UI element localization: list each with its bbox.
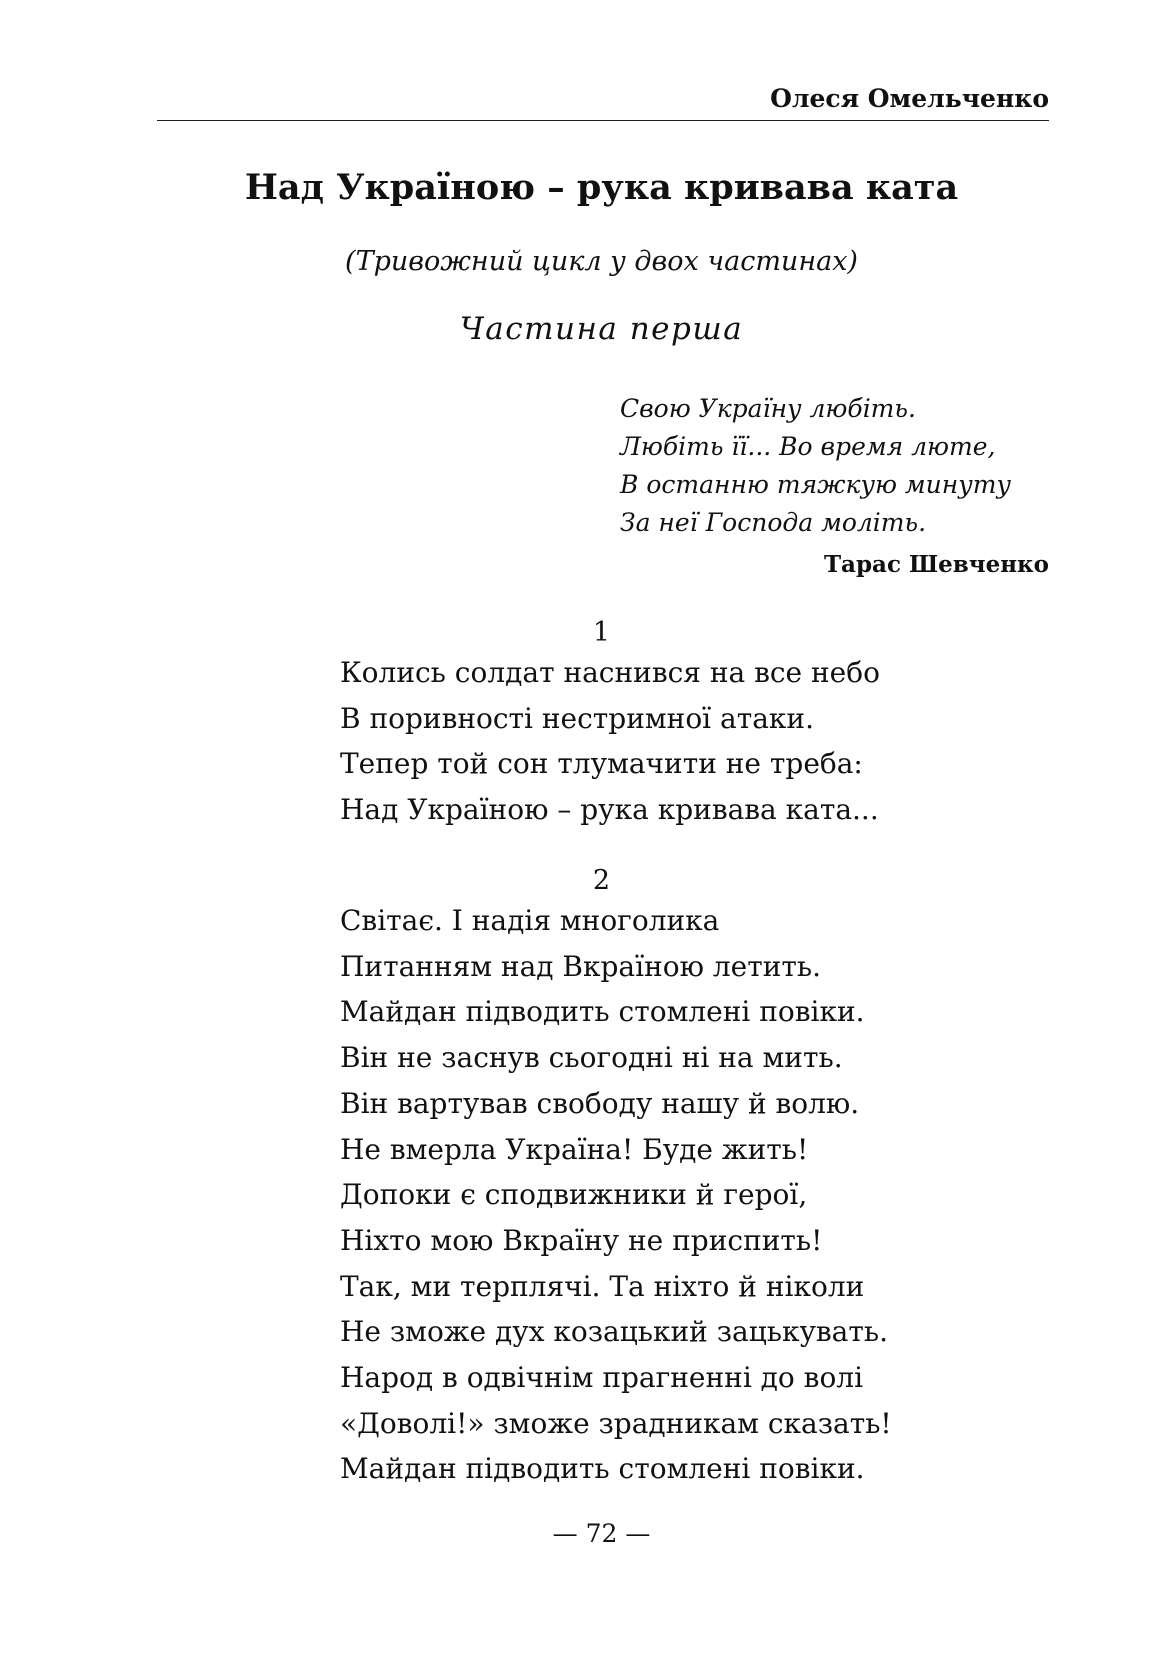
verse-line: Майдан підводить стомлені повіки. xyxy=(340,1452,865,1486)
verse-line: В поривності нестримної атаки. xyxy=(340,701,814,735)
verse-line: Він вартував свободу нашу й волю. xyxy=(340,1086,860,1120)
page-number: — 72 — xyxy=(552,1519,651,1548)
part-title: Частина перша xyxy=(459,311,744,347)
verse-line: «Доволі!» зможе зрадникам сказать! xyxy=(340,1406,892,1440)
epigraph-line: В останню тяжкую минуту xyxy=(620,470,1011,499)
verse-line: Не зможе дух козацький зацькувать. xyxy=(340,1315,889,1349)
epigraph-line: За неї Господа моліть. xyxy=(620,508,927,537)
verse-line: Майдан підводить стомлені повіки. xyxy=(340,995,865,1029)
epigraph-line: Свою Україну любіть. xyxy=(620,394,916,423)
verse-line: Ніхто мою Вкраїну не приспить! xyxy=(340,1223,823,1257)
verse-line: Колись солдат наснився на все небо xyxy=(340,656,880,689)
stanza-number: 2 xyxy=(592,865,611,896)
verse-line: Не вмерла Україна! Буде жить! xyxy=(340,1132,809,1166)
stanza xyxy=(340,650,880,833)
verse-line: Допоки є сподвижники й герої, xyxy=(340,1178,808,1212)
epigraph xyxy=(620,390,1011,542)
epigraph-line: Любіть її... Во время люте, xyxy=(620,432,996,461)
stanza-number: 1 xyxy=(592,617,611,648)
verse-line: Світає. І надія многолика xyxy=(340,904,720,937)
running-header-author: Олеся Омельченко xyxy=(770,84,1049,113)
verse-line: Він не заснув сьогодні ні на мить. xyxy=(340,1041,843,1075)
verse-line: Тепер той сон тлумачити не треба: xyxy=(340,747,863,781)
poem-subtitle: (Тривожний цикл у двох частинах) xyxy=(345,246,858,277)
verse-line: Питанням над Вкраїною летить. xyxy=(340,949,822,983)
poem-title: Над Україною – рука кривава ката xyxy=(244,167,959,208)
stanza xyxy=(340,898,892,1492)
verse-line: Народ в одвічнім прагненні до волі xyxy=(340,1361,864,1395)
epigraph-author: Тарас Шевченко xyxy=(823,551,1049,578)
verse-line: Так, ми терплячі. Та ніхто й ніколи xyxy=(340,1269,865,1303)
verse-line: Над Україною – рука кривава ката... xyxy=(340,793,879,827)
running-header xyxy=(157,84,1049,121)
